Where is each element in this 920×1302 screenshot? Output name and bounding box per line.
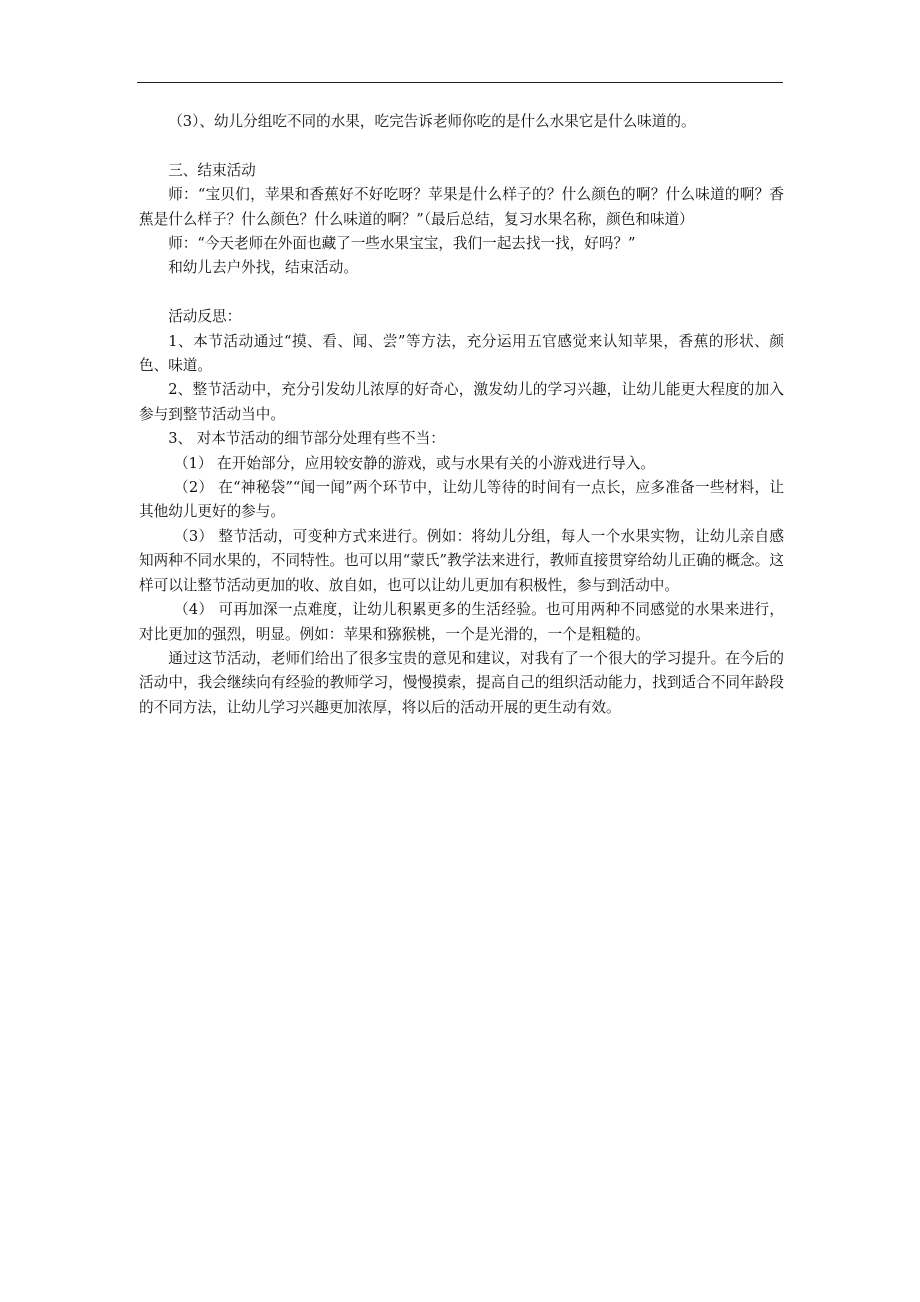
- paragraph-gap: [139, 281, 784, 305]
- reflection-heading: 活动反思：: [168, 308, 242, 326]
- teacher-dialogue-1: 师：“宝贝们，苹果和香蕉好不好吃呀？苹果是什么样子的？什么颜色的啊？什么味道的啊？香蕉是什么样子？什么颜色？什么味道的啊？”（最后总结，复习水果名称，颜色和味道）: [139, 186, 784, 228]
- reflection-point-3: 3、 对本节活动的细节部分处理有些不当：: [168, 430, 445, 448]
- reflection-subpoint-2: （2） 在“神秘袋”“闻一闻”两个环节中，让幼儿等待的时间有一点长，应多准备一些材料，让其他幼儿更好的参与。: [139, 479, 784, 521]
- teacher-dialogue-2: 师：“今天老师在外面也藏了一些水果宝宝，我们一起去找一找，好吗？”: [168, 235, 636, 253]
- reflection-point-1: 1、本节活动通过“摸、看、闻、尝”等方法，充分运用五官感觉来认知苹果，香蕉的形状、颜色、味道。: [139, 332, 784, 375]
- reflection-point-2: 2、整节活动中，充分引发幼儿浓厚的好奇心，激发幼儿的学习兴趣，让幼儿能更大程度的加入参与到整节活动当中。: [139, 381, 784, 423]
- reflection-subpoint-3: （3） 整节活动，可变种方式来进行。例如：将幼儿分组，每人一个水果实物，让幼儿亲自感知两种不同水果的，不同特性。也可以用“蒙氏”教学法来进行，教师直接贯穿给幼儿正确的概念。这样可以让整节活动更加的收、放自如，也可以让幼儿更加有积极性，参与到活动中。: [139, 527, 784, 594]
- reflection-subpoint-4: （4） 可再加深一点难度，让幼儿积累更多的生活经验。也可用两种不同感觉的水果来进行，对比更加的强烈，明显。例如：苹果和猕猴桃，一个是光滑的，一个是粗糙的。: [139, 601, 784, 643]
- header-rule: [137, 82, 783, 83]
- section-heading-end-activity: 三、结束活动: [168, 161, 256, 179]
- step-3-paragraph: （3）、幼儿分组吃不同的水果，吃完告诉老师你吃的是什么水果它是什么味道的。: [168, 113, 696, 130]
- paragraph-gap: [139, 134, 784, 158]
- reflection-subpoint-1: （1） 在开始部分，应用较安静的游戏，或与水果有关的小游戏进行导入。: [174, 454, 655, 472]
- reflection-summary: 通过这节活动，老师们给出了很多宝贵的意见和建议，对我有了一个很大的学习提升。在今后的活动中，我会继续向有经验的教师学习，慢慢摸索，提高自己的组织活动能力，找到适合不同年龄段的不同方法，让幼儿学习兴趣更加浓厚，将以后的活动开展的更生动有效。: [139, 649, 784, 716]
- closing-line: 和幼儿去户外找，结束活动。: [168, 259, 358, 277]
- document-body: [139, 110, 784, 720]
